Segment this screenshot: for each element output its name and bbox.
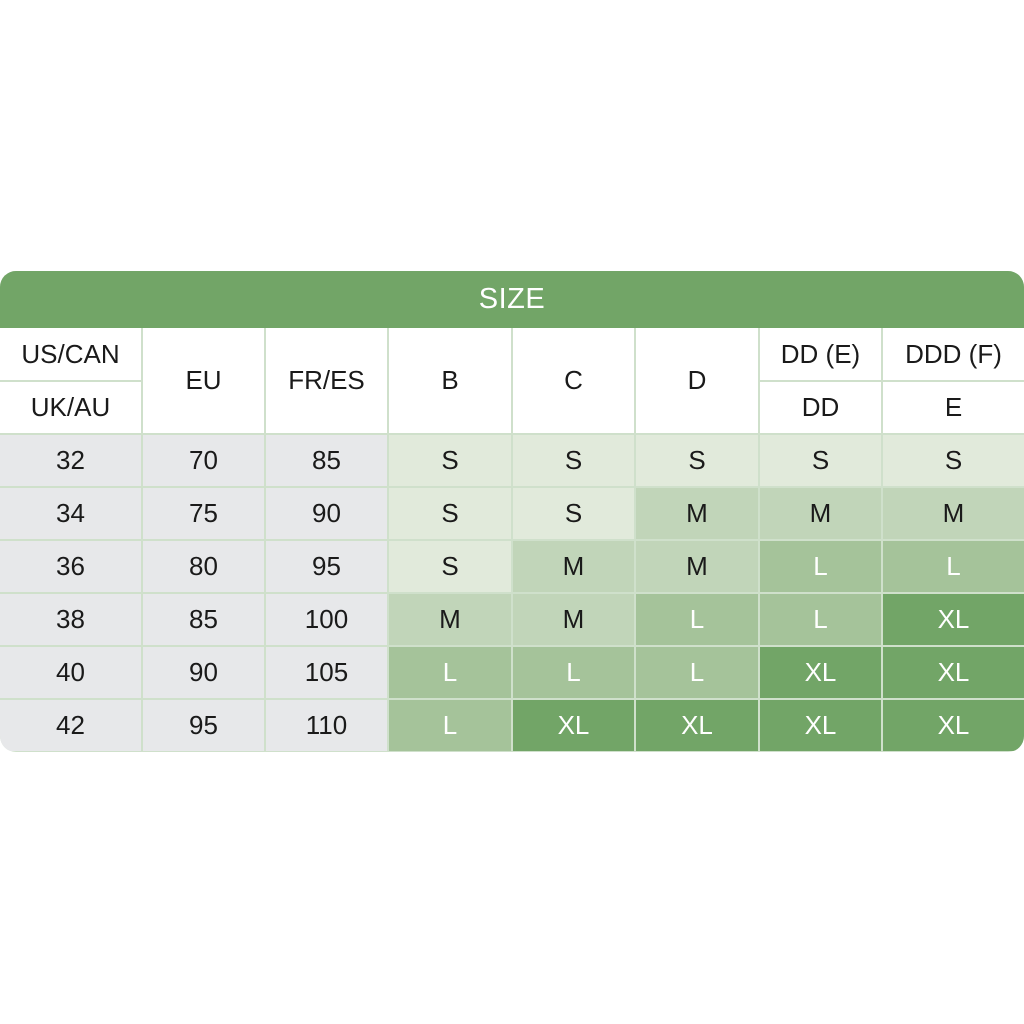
header-cup-b: B	[389, 328, 511, 433]
size-cell-ddd-f: M	[883, 488, 1024, 539]
header-band-us: US/CAN	[0, 328, 141, 380]
size-cell-b: M	[389, 594, 511, 645]
header-cup-c: C	[513, 328, 634, 433]
size-chart	[0, 271, 1024, 752]
header-cup-d: D	[636, 328, 758, 433]
band-cell: 34	[0, 488, 141, 539]
band-cell: 32	[0, 435, 141, 486]
size-cell-ddd-f: S	[883, 435, 1024, 486]
fres-cell: 105	[266, 647, 387, 698]
band-cell: 36	[0, 541, 141, 592]
size-title: SIZE	[0, 271, 1024, 328]
header-cup-uk-dd: DD	[760, 382, 881, 433]
header-cup-uk-e: E	[883, 382, 1024, 433]
size-cell-d: M	[636, 488, 758, 539]
size-cell-d: M	[636, 541, 758, 592]
size-cell-d: L	[636, 647, 758, 698]
eu-cell: 90	[143, 647, 264, 698]
header-cup-ddd-f: DDD (F)	[883, 328, 1024, 380]
size-cell-b: S	[389, 541, 511, 592]
band-cell: 38	[0, 594, 141, 645]
header-band-uk: UK/AU	[0, 382, 141, 433]
fres-cell: 95	[266, 541, 387, 592]
eu-cell: 75	[143, 488, 264, 539]
size-cell-b: L	[389, 647, 511, 698]
eu-cell: 95	[143, 700, 264, 751]
header-eu: EU	[143, 328, 264, 433]
size-cell-ddd-f: L	[883, 541, 1024, 592]
eu-cell: 70	[143, 435, 264, 486]
fres-cell: 100	[266, 594, 387, 645]
size-cell-d: L	[636, 594, 758, 645]
size-cell-dd-e: XL	[760, 700, 881, 751]
size-cell-c: M	[513, 594, 634, 645]
size-cell-b: S	[389, 435, 511, 486]
header-fres: FR/ES	[266, 328, 387, 433]
size-cell-c: L	[513, 647, 634, 698]
size-cell-dd-e: XL	[760, 647, 881, 698]
size-cell-d: S	[636, 435, 758, 486]
size-cell-dd-e: L	[760, 541, 881, 592]
band-cell: 40	[0, 647, 141, 698]
eu-cell: 80	[143, 541, 264, 592]
size-cell-d: XL	[636, 700, 758, 751]
size-cell-dd-e: S	[760, 435, 881, 486]
band-cell: 42	[0, 700, 141, 751]
size-cell-dd-e: M	[760, 488, 881, 539]
size-cell-c: M	[513, 541, 634, 592]
fres-cell: 85	[266, 435, 387, 486]
header-cup-dd-e: DD (E)	[760, 328, 881, 380]
size-cell-c: XL	[513, 700, 634, 751]
size-cell-c: S	[513, 435, 634, 486]
size-cell-dd-e: L	[760, 594, 881, 645]
size-cell-ddd-f: XL	[883, 594, 1024, 645]
fres-cell: 90	[266, 488, 387, 539]
eu-cell: 85	[143, 594, 264, 645]
fres-cell: 110	[266, 700, 387, 751]
size-cell-c: S	[513, 488, 634, 539]
size-cell-b: L	[389, 700, 511, 751]
size-cell-ddd-f: XL	[883, 647, 1024, 698]
size-cell-b: S	[389, 488, 511, 539]
size-cell-ddd-f: XL	[883, 700, 1024, 751]
